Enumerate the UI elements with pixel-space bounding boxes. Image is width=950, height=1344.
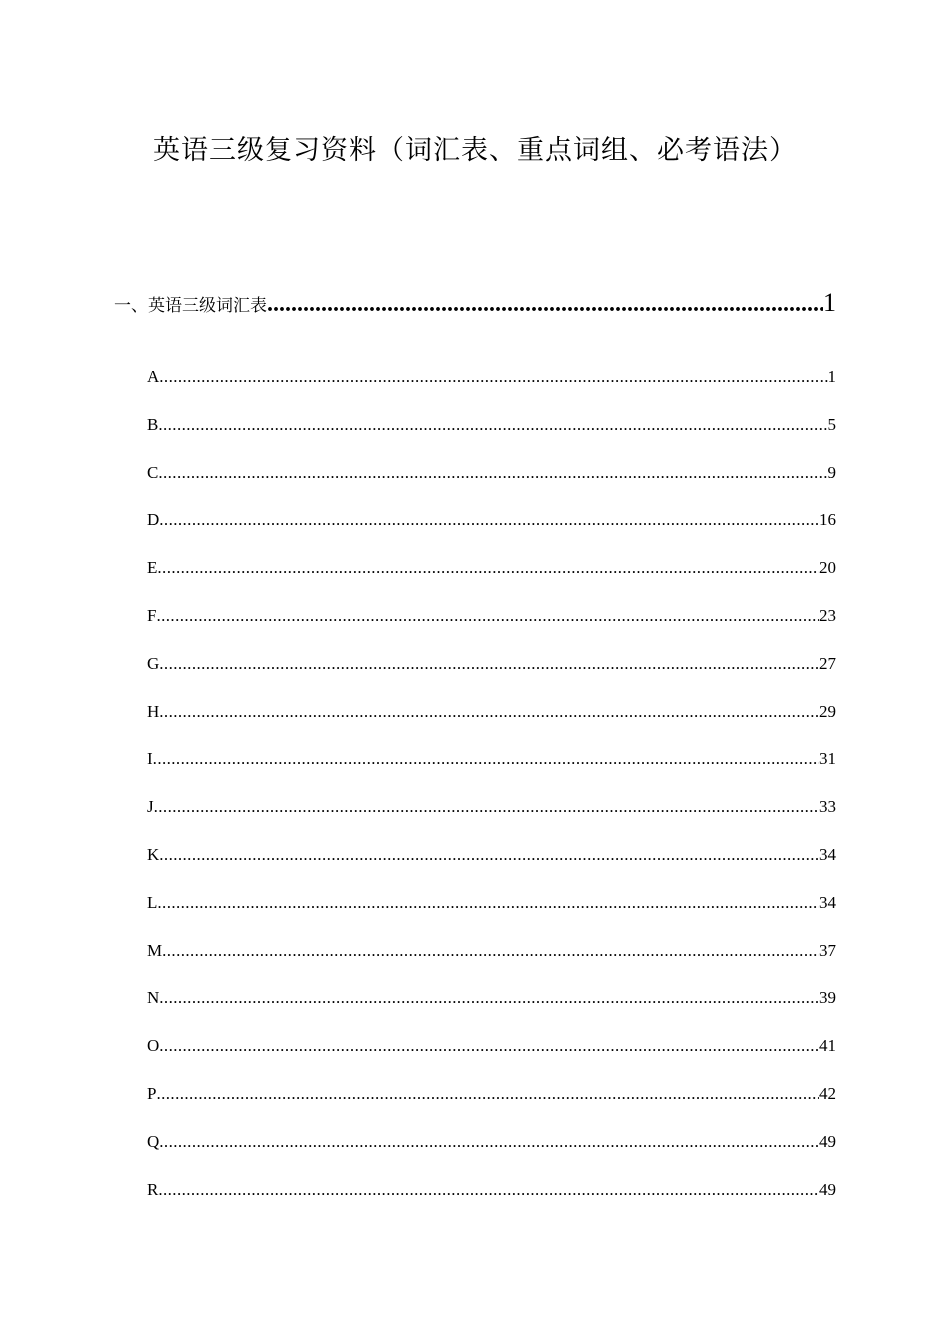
toc-entry-d[interactable] [147,508,836,556]
toc-entry-i[interactable] [147,747,836,795]
toc-entry-page-number: 41 [819,1036,836,1056]
toc-section-label: 一、英语三级词汇表 [114,296,267,315]
toc-entry-g[interactable] [147,652,836,700]
toc-entry-q[interactable] [147,1130,836,1178]
toc-leader-dots [159,365,827,389]
toc-entry-page-number: 39 [819,988,836,1008]
toc-entry-label: K [147,844,160,864]
toc-leader-dots [159,652,819,676]
toc-entry-list [147,365,836,1225]
toc-section-vocabulary[interactable] [114,288,836,324]
toc-entry-c[interactable] [147,461,836,509]
toc-leader-dots [159,508,819,532]
toc-leader-dots [159,843,819,867]
toc-leader-dots [159,1034,819,1058]
toc-leader-dots [157,556,819,580]
toc-entry-l[interactable] [147,891,836,939]
toc-leader-dots [159,986,819,1010]
toc-leader-dots [158,461,827,485]
toc-leader-dots [162,939,819,963]
toc-entry-page-number: 37 [819,940,836,960]
toc-entry-page-number: 29 [819,701,836,721]
toc-leader-dots [157,891,819,915]
toc-entry-label: N [147,988,160,1008]
toc-entry-page-number: 33 [819,797,836,817]
toc-entry-j[interactable] [147,795,836,843]
toc-leader-dots [158,1178,819,1202]
toc-entry-label: H [147,701,160,721]
toc-entry-label: J [147,797,154,817]
toc-entry-label: E [147,558,158,578]
toc-entry-label: I [147,749,153,769]
toc-entry-label: G [147,653,160,673]
toc-entry-page-number: 34 [819,892,836,912]
toc-leader-dots [159,1130,819,1154]
toc-entry-label: L [147,892,158,912]
toc-entry-e[interactable] [147,556,836,604]
toc-entry-label: R [147,1179,159,1199]
toc-entry-page-number: 49 [819,1131,836,1151]
toc-entry-label: D [147,510,160,530]
toc-entry-page-number: 49 [819,1179,836,1199]
toc-entry-f[interactable] [147,604,836,652]
toc-leader-dots [267,291,823,318]
toc-entry-page-number: 5 [827,414,836,434]
toc-entry-n[interactable] [147,986,836,1034]
toc-entry-label: A [147,367,160,386]
toc-entry-label: C [147,462,159,482]
toc-entry-label: O [147,1036,160,1056]
toc-entry-page-number: 23 [819,605,836,625]
toc-leader-dots [154,795,819,819]
toc-entry-page-number: 34 [819,844,836,864]
toc-entry-label: M [147,940,163,960]
toc-entry-page-number: 27 [819,653,836,673]
toc-entry-page-number: 42 [819,1083,836,1103]
toc-entry-k[interactable] [147,843,836,891]
toc-entry-a[interactable] [147,365,836,413]
toc-entry-o[interactable] [147,1034,836,1082]
toc-entry-page-number: 31 [819,749,836,769]
toc-leader-dots [159,700,819,724]
toc-entry-page-number: 20 [819,558,836,578]
toc-leader-dots [153,747,819,771]
toc-entry-page-number: 9 [827,462,836,482]
toc-leader-dots [156,604,819,628]
toc-section-page-number: 1 [823,288,836,317]
document-title: 英语三级复习资料（词汇表、重点词组、必考语法） [153,135,797,165]
toc-entry-page-number: 16 [819,510,836,530]
toc-entry-h[interactable] [147,700,836,748]
toc-entry-label: F [147,605,157,625]
toc-entry-label: Q [147,1131,160,1151]
toc-entry-b[interactable] [147,413,836,461]
toc-leader-dots [156,1082,819,1106]
toc-entry-label: B [147,414,159,434]
toc-leader-dots [158,413,827,437]
toc-entry-page-number: 1 [827,367,836,386]
toc-entry-p[interactable] [147,1082,836,1130]
toc-entry-m[interactable] [147,939,836,987]
toc-entry-r[interactable] [147,1178,836,1226]
toc-entry-label: P [147,1083,157,1103]
